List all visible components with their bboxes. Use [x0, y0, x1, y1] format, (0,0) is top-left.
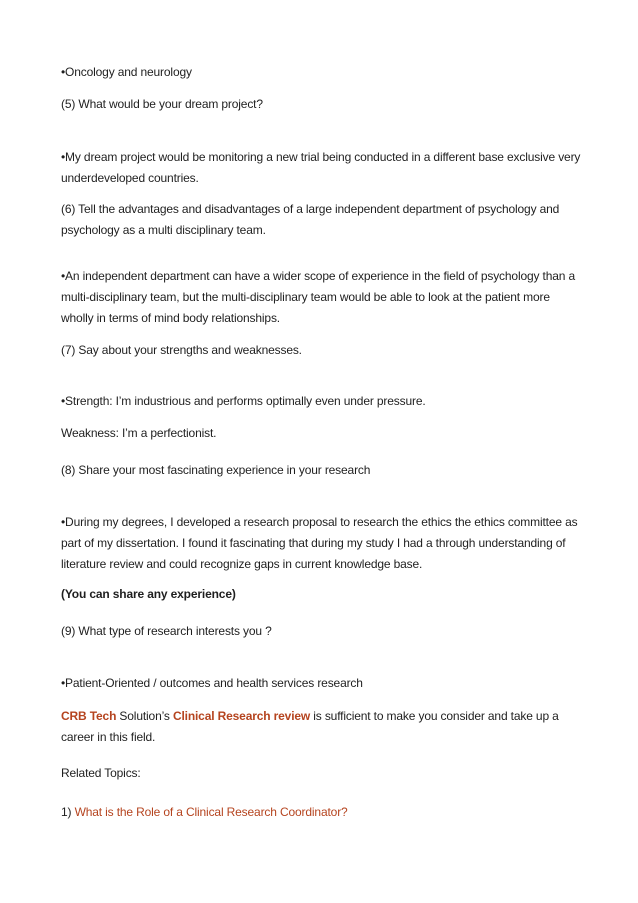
bullet-oncology: •Oncology and neurology — [61, 65, 192, 79]
answer-7-strength: •Strength: I’m industrious and performs optimally even under pressure. — [61, 394, 426, 408]
answer-5: •My dream project would be monitoring a new trial being conducted in a different base exclusive very underdeveloped countries. — [61, 150, 581, 185]
crb-mid-text: Solution’s — [116, 709, 173, 723]
question-8: (8) Share your most fascinating experience in your research — [61, 463, 371, 477]
crb-tech-paragraph — [61, 706, 581, 748]
clinical-research-review-link[interactable]: Clinical Research review — [172, 709, 311, 723]
question-7: (7) Say about your strengths and weaknesses. — [61, 343, 302, 357]
crb-tech-link[interactable]: CRB Tech — [61, 709, 117, 723]
answer-7-weakness: Weakness: I’m a perfectionist. — [61, 426, 217, 440]
question-5: (5) What would be your dream project? — [61, 97, 263, 111]
share-experience-note: (You can share any experience) — [61, 587, 236, 601]
related-topic-number: 1) — [61, 805, 75, 819]
answer-6: •An independent department can have a wider scope of experience in the field of psychology than a multi-disciplinary team, but the multi-disciplinary team would be able to look at the patient more wholly in terms of mind body relationships. — [61, 269, 576, 325]
related-topic-1 — [61, 802, 581, 823]
crb-tail-text: is sufficient to make you consider and take up a career in this field. — [61, 709, 559, 744]
question-6: (6) Tell the advantages and disadvantages of a large independent department of psychology and psychology as a multi disciplinary team. — [61, 202, 560, 237]
related-topics-heading: Related Topics: — [61, 766, 141, 780]
related-topic-1-link[interactable]: What is the Role of a Clinical Research Coordinator? — [74, 805, 348, 819]
answer-9: •Patient-Oriented / outcomes and health services research — [61, 676, 363, 690]
answer-8: •During my degrees, I developed a research proposal to research the ethics the ethics committee as part of my dissertation. I found it fascinating that during my study I had a through understanding of literature review and could recognize gaps in current knowledge base. — [61, 515, 578, 571]
question-9: (9) What type of research interests you ? — [61, 624, 272, 638]
